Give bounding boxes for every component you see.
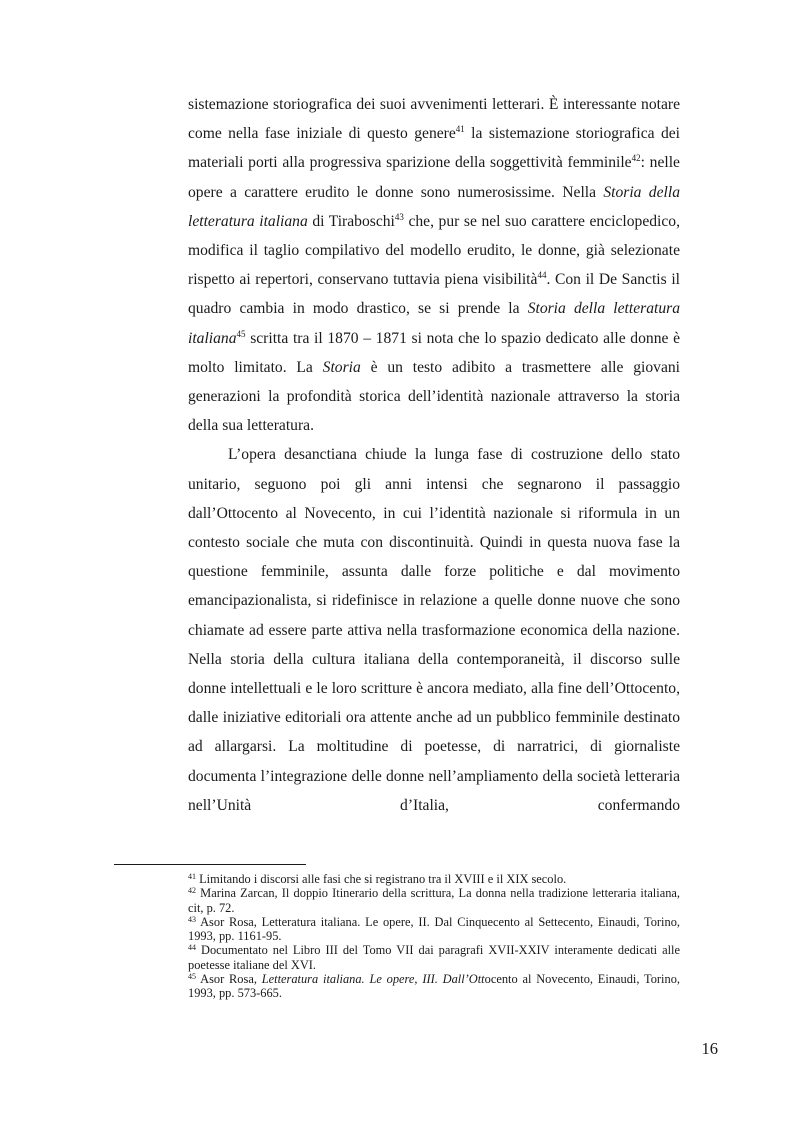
- footnote-reference: 41: [455, 124, 465, 135]
- text-run: sistemazione storiografica dei suoi avvenimenti letterari. È interessante notare come nella fase iniziale di questo genere: [188, 96, 680, 143]
- text-run: . Con il De Sanctis il quadro cambia in modo drastico, se si prende la: [188, 271, 680, 318]
- italic-text: Storia: [322, 358, 361, 376]
- footnote: [188, 943, 680, 972]
- text-run: L’opera desanctiana chiude la lunga fase di costruzione dello stato unitario, seguono poi gli anni intensi che segnarono il passaggio dall’Ottocento al Novecento, in cui l’identità nazionale si riformula in un contesto sociale che muta con discontinuità. Quindi in questa nuova fase la questione femminile, assunta dalle forze politiche e dal movimento emancipazionalista, si ridefinisce in relazione a quelle donne nuove che sono chiamate ad essere parte attiva nella trasformazione economica della nazione. Nella storia della cultura italiana della contemporaneità, il discorso sulle donne intellettuali e le loro scritture è ancora mediato, alla fine dell’Ottocento, dalle iniziative editoriali ora attente anche ad un pubblico femminile destinato ad allargarsi. La moltitudine di poetesse, di narratrici, di giornaliste documenta l’integrazione delle donne nell’ampliamento della società letteraria nell’Unità d’Italia, confermando: [188, 446, 680, 814]
- text-run: scritta tra il 1870 – 1871 si nota che lo spazio dedicato alle donne è molto limitato. La: [188, 329, 680, 376]
- text-run: Asor Rosa, Letteratura italiana. Le opere, II. Dal Cinquecento al Settecento, Einaudi, Torino, 1993, pp. 1161-95.: [188, 914, 680, 944]
- text-run: Asor Rosa,: [196, 972, 262, 987]
- paragraph: [188, 90, 680, 440]
- text-run: Limitando i discorsi alle fasi che si registrano tra il XVIII e il XIX secolo.: [196, 872, 567, 886]
- text-run: che, pur se nel suo carattere enciclopedico, modifica il taglio compilativo del modello erudito, le donne, già selezionate rispetto ai repertori, conservano tuttavia piena visibilità: [188, 212, 680, 289]
- text-run: di Tiraboschi: [307, 212, 395, 230]
- footnote-number: 42: [188, 886, 196, 896]
- footnote: [188, 886, 680, 915]
- footnote-number: 44: [188, 943, 196, 953]
- footnote: [188, 972, 680, 1001]
- footnote-separator: [114, 864, 306, 865]
- text-run: è un testo adibito a trasmettere alle giovani generazioni la profondità storica dell’identità nazionale attraverso la storia della sua letteratura.: [188, 358, 680, 435]
- italic-text: Storia della letteratura italiana: [188, 300, 680, 347]
- footnote-reference: 43: [394, 211, 404, 222]
- text-run: : nelle opere a carattere erudito le donne sono numerosissime. Nella: [188, 154, 680, 201]
- footnote: [188, 872, 680, 886]
- footnote-reference: 42: [631, 153, 641, 164]
- footnotes: [188, 872, 680, 1001]
- footnote-number: 45: [188, 972, 196, 982]
- italic-text: Letteratura italiana. Le opere, III. Dall’Ott: [261, 972, 485, 987]
- text-run: Marina Zarcan, Il doppio Itinerario della scrittura, La donna nella tradizione letteraria italiana, cit, p. 72.: [188, 886, 680, 915]
- footnote: [188, 915, 680, 944]
- footnote-reference: 44: [537, 270, 547, 281]
- text-run: Documentato nel Libro III del Tomo VII dai paragrafi XVII-XXIV interamente dedicati alle poetesse italiane del XVI.: [188, 943, 680, 972]
- page-number: 16: [701, 1039, 718, 1058]
- text-run: la sistemazione storiografica dei materiali porti alla progressiva sparizione della soggettività femminile: [188, 125, 680, 172]
- footnote-number: 41: [188, 872, 196, 881]
- paragraph: [188, 440, 680, 820]
- body-text: [188, 90, 680, 820]
- footnote-number: 43: [188, 914, 196, 924]
- italic-text: Storia della letteratura italiana: [188, 183, 680, 230]
- footnote-reference: 45: [236, 328, 246, 339]
- text-run: ocento al Novecento, Einaudi, Torino, 1993, pp. 573-665.: [188, 972, 680, 1001]
